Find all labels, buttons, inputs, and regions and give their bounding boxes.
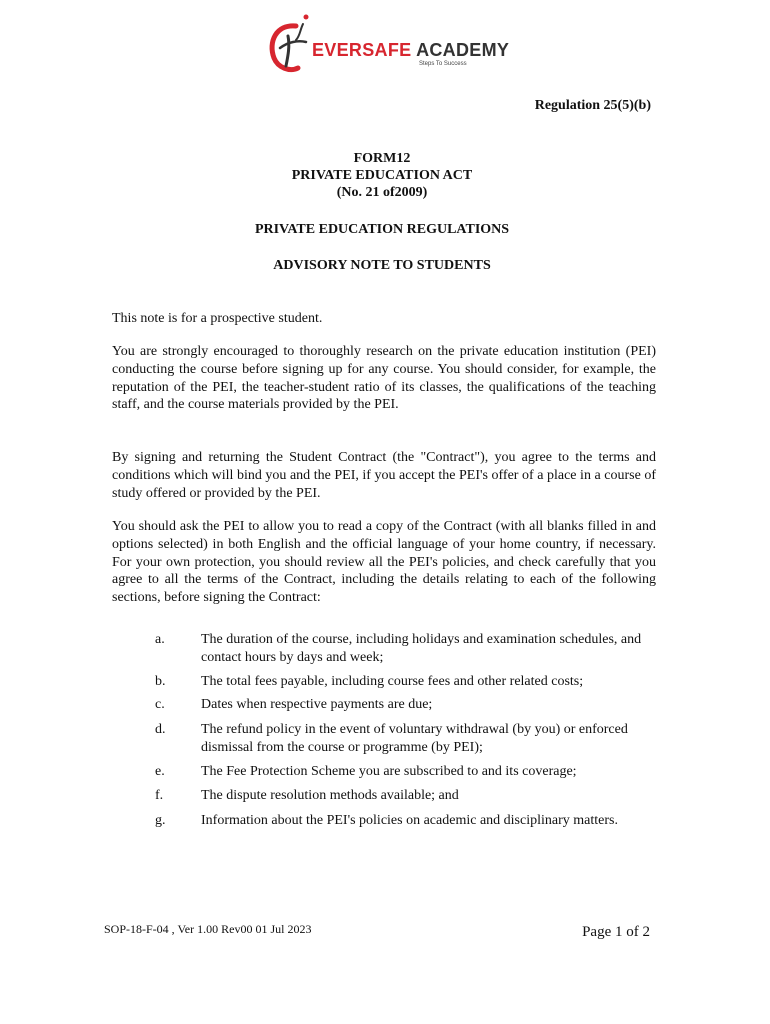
research-paragraph — [112, 343, 656, 414]
list-item-letter: c. — [155, 697, 165, 712]
list-item-letter: g. — [155, 813, 166, 828]
review-text: You should ask the PEI to allow you to read a copy of the Contract (with all blanks filled in and options selected) in both English and the official language of your home country, if necessary. For your own protection, you should review all the PEI's policies, and check carefully that you agree to all the terms of the Contract, including the details relating to each of the following sections, before signing the Contract: — [112, 519, 656, 606]
note-title-text: ADVISORY NOTE TO STUDENTS — [273, 258, 491, 273]
list-item-text: The total fees payable, including course fees and other related costs; — [201, 674, 584, 689]
list-item-letter: a. — [155, 632, 165, 647]
list-item-letter: f. — [155, 788, 164, 803]
list-item-text: The duration of the course, including holidays and examination schedules, and contact hours by days and week; — [201, 632, 642, 665]
list-item-letter: e. — [155, 764, 165, 779]
research-text: You are strongly encouraged to thoroughly research on the private education institution (PEI) conducting the course before signing up for any course. You should consider, for example, the reputation of the PEI, the teacher-student ratio of its classes, the qualifications of the teaching staff, and the course materials provided by the PEI. — [112, 344, 656, 413]
act-number: (No. 21 of2009) — [336, 185, 428, 200]
review-paragraph — [112, 518, 656, 607]
list-item-letter: b. — [155, 674, 166, 689]
eversafe-logo-icon — [266, 12, 316, 78]
intro-text: This note is for a prospective student. — [112, 311, 323, 326]
list-item-text: The Fee Protection Scheme you are subscribed to and its coverage; — [201, 764, 577, 779]
note-title — [0, 257, 764, 274]
regulations-title — [0, 221, 764, 238]
regulation-reference: Regulation 25(5)(b) — [534, 98, 651, 113]
document-code: SOP-18-F-04 , Ver 1.00 Rev00 01 Jul 2023 — [104, 922, 312, 936]
list-item-text: Information about the PEI's policies on academic and disciplinary matters. — [201, 813, 618, 828]
regulations-title-text: PRIVATE EDUCATION REGULATIONS — [254, 222, 510, 237]
list-item-text: Dates when respective payments are due; — [201, 697, 433, 712]
intro-paragraph — [112, 310, 656, 328]
logo-wordmark — [312, 40, 509, 61]
list-item-text: The refund policy in the event of voluntary withdrawal (by you) or enforced dismissal from the course or programme (by PEI); — [201, 722, 628, 755]
logo-tagline: Steps To Success — [419, 61, 467, 67]
form-number: FORM12 — [353, 151, 411, 166]
list-item-text: The dispute resolution methods available; and — [201, 788, 459, 803]
eversafe-academy-logo — [266, 12, 510, 78]
form-title-block — [0, 150, 764, 201]
contract-paragraph — [112, 449, 656, 502]
page-number: Page 1 of 2 — [582, 924, 650, 940]
list-item-letter: d. — [155, 722, 166, 737]
logo-brand-first: EVERSAFE — [312, 40, 412, 60]
logo-brand-second: ACADEMY — [416, 40, 510, 60]
act-name: PRIVATE EDUCATION ACT — [291, 168, 473, 183]
contract-text: By signing and returning the Student Contract (the "Contract"), you agree to the terms and conditions which will bind you and the PEI, if you accept the PEI's offer of a place in a course of study offered or provided by the PEI. — [112, 450, 656, 501]
